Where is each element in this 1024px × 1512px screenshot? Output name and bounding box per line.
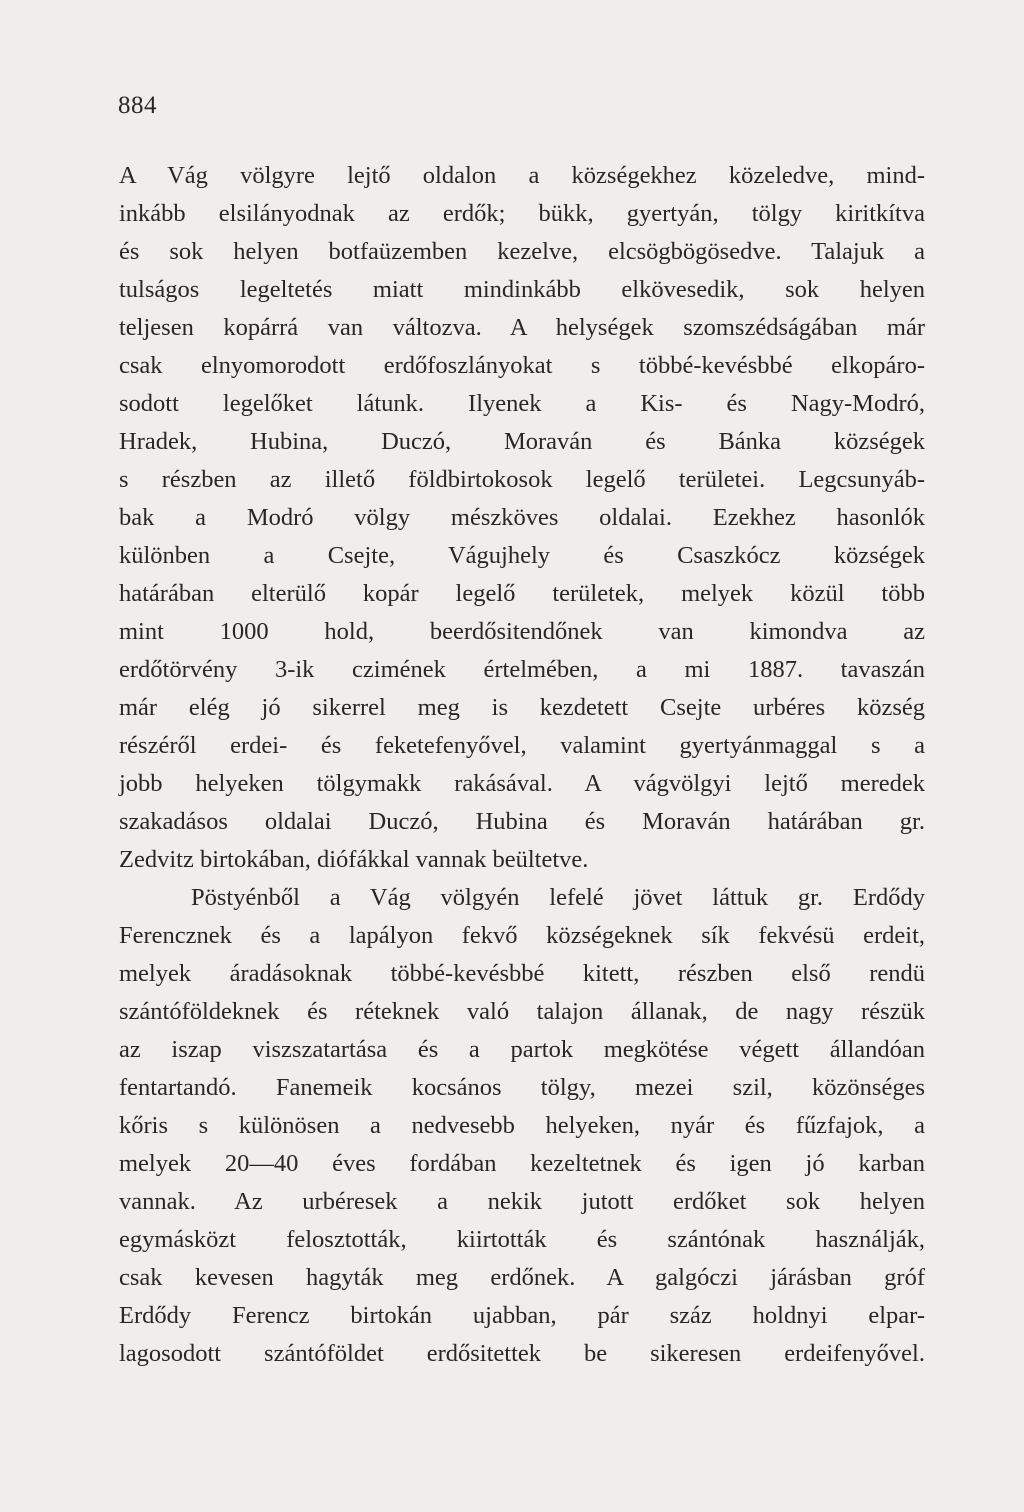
text-line: egymásközt felosztották, kiirtották és szántónak használják, bbox=[119, 1226, 925, 1253]
body-text bbox=[119, 157, 925, 1373]
text-line: erdőtörvény 3-ik czimének értelmében, a mi 1887. tavaszán bbox=[119, 656, 925, 683]
text-line: az iszap viszszatartása és a partok megkötése végett állandóan bbox=[119, 1036, 925, 1063]
text-line: melyek áradásoknak többé-kevésbbé kitett, részben első rendü bbox=[119, 960, 925, 987]
text-line: szántóföldeknek és réteknek való talajon állanak, de nagy részük bbox=[119, 998, 925, 1025]
page-number: 884 bbox=[118, 92, 157, 119]
text-line: bak a Modró völgy mészköves oldalai. Ezekhez hasonlók bbox=[119, 504, 925, 531]
text-line: teljesen kopárrá van változva. A helységek szomszédságában már bbox=[119, 314, 925, 341]
text-line: s részben az illető földbirtokosok legelő területei. Legcsunyáb- bbox=[119, 466, 925, 493]
text-line: már elég jó sikerrel meg is kezdetett Csejte urbéres község bbox=[119, 694, 925, 721]
text-line: részéről erdei- és feketefenyővel, valamint gyertyánmaggal s a bbox=[119, 732, 925, 759]
text-line: szakadásos oldalai Duczó, Hubina és Moraván határában gr. bbox=[119, 808, 925, 835]
text-line: tulságos legeltetés miatt mindinkább elkövesedik, sok helyen bbox=[119, 276, 925, 303]
text-line: fentartandó. Fanemeik kocsános tölgy, mezei szil, közönséges bbox=[119, 1074, 925, 1101]
text-line: kőris s különösen a nedvesebb helyeken, nyár és fűzfajok, a bbox=[119, 1112, 925, 1139]
text-line: A Vág völgyre lejtő oldalon a községekhez közeledve, mind- bbox=[119, 162, 925, 189]
text-line: Ferencznek és a lapályon fekvő községeknek sík fekvésü erdeit, bbox=[119, 922, 925, 949]
text-line: csak elnyomorodott erdőfoszlányokat s többé-kevésbbé elkopáro- bbox=[119, 352, 925, 379]
text-line: jobb helyeken tölgymakk rakásával. A vágvölgyi lejtő meredek bbox=[119, 770, 925, 797]
text-line: mint 1000 hold, beerdősitendőnek van kimondva az bbox=[119, 618, 925, 645]
text-line: Erdődy Ferencz birtokán ujabban, pár száz holdnyi elpar- bbox=[119, 1302, 925, 1329]
text-line: csak kevesen hagyták meg erdőnek. A galgóczi járásban gróf bbox=[119, 1264, 925, 1291]
text-line: Hradek, Hubina, Duczó, Moraván és Bánka községek bbox=[119, 428, 925, 455]
text-line: határában elterülő kopár legelő területek, melyek közül több bbox=[119, 580, 925, 607]
text-line: Pöstyénből a Vág völgyén lefelé jövet láttuk gr. Erdődy bbox=[191, 884, 925, 911]
text-line: különben a Csejte, Vágujhely és Csaszkócz községek bbox=[119, 542, 925, 569]
text-line: inkább elsilányodnak az erdők; bükk, gyertyán, tölgy kiritkítva bbox=[119, 200, 925, 227]
text-line: és sok helyen botfaüzemben kezelve, elcsögbögösedve. Talajuk a bbox=[119, 238, 925, 265]
text-line: Zedvitz birtokában, diófákkal vannak beültetve. bbox=[119, 846, 589, 873]
paragraph-1 bbox=[119, 157, 925, 879]
text-line: vannak. Az urbéresek a nekik jutott erdőket sok helyen bbox=[119, 1188, 925, 1215]
paragraph-2 bbox=[119, 879, 925, 1373]
text-line: lagosodott szántóföldet erdősitettek be sikeresen erdeifenyővel. bbox=[119, 1340, 925, 1367]
text-line: sodott legelőket látunk. Ilyenek a Kis- és Nagy-Modró, bbox=[119, 390, 925, 417]
text-line: melyek 20—40 éves fordában kezeltetnek és igen jó karban bbox=[119, 1150, 925, 1177]
